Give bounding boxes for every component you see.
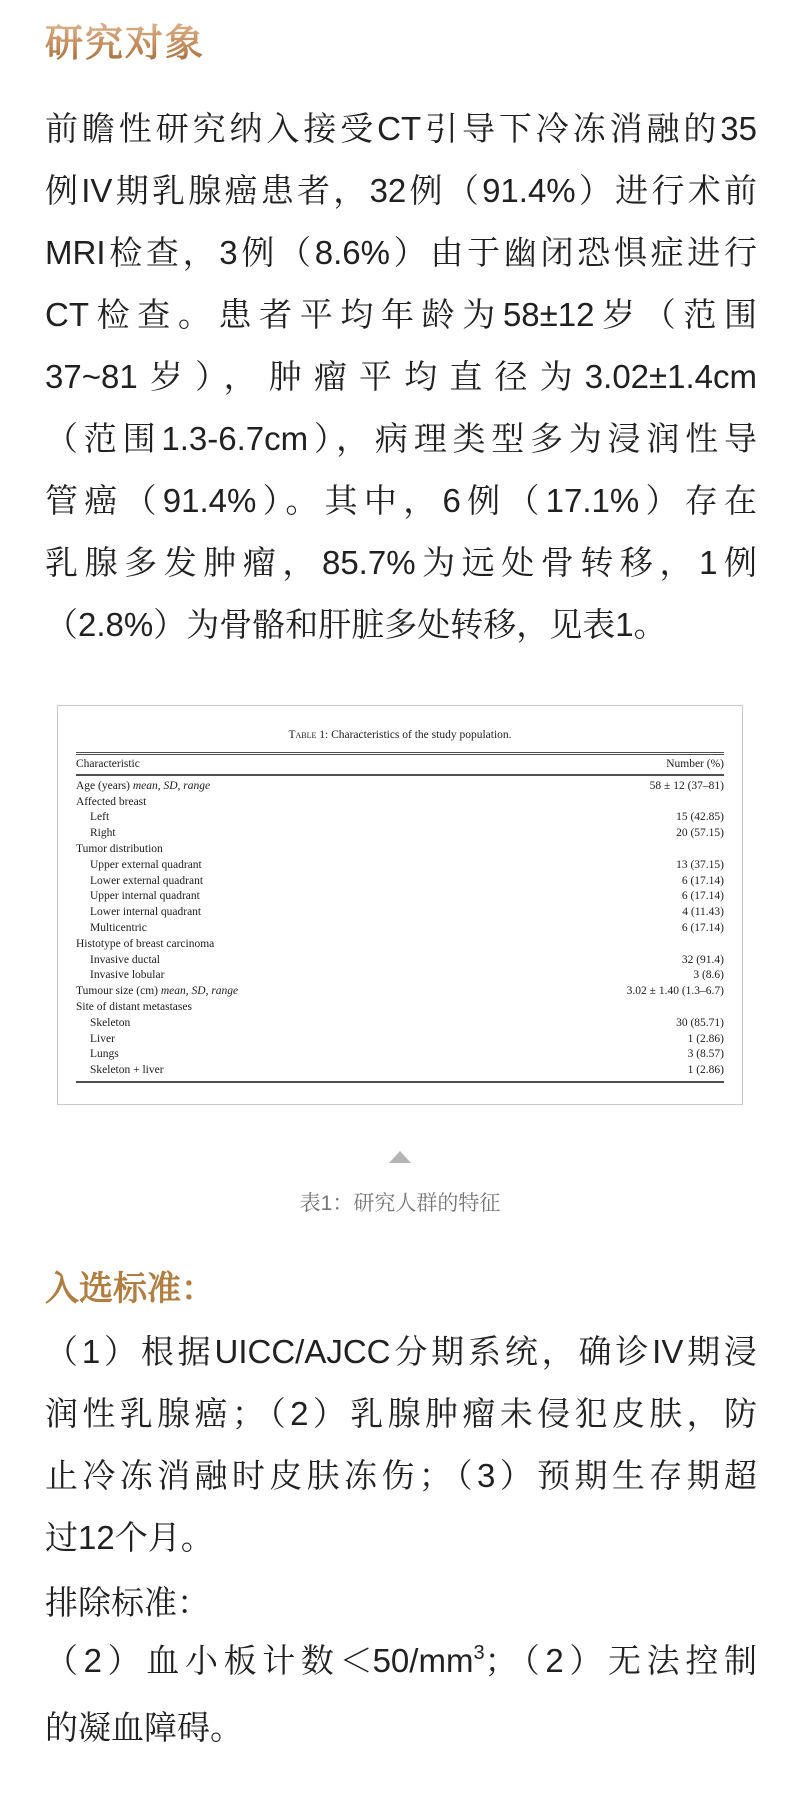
table-row: Upper external quadrant 13 (37.15) xyxy=(90,858,724,871)
text-line: 前瞻性研究纳入接受CT引导下冷冻消融的35 xyxy=(45,110,757,147)
table-row: Right 20 (57.15) xyxy=(90,827,724,840)
table-row: Invasive lobular 3 (8.6) xyxy=(90,969,724,982)
exclusion-paragraph xyxy=(45,1630,757,1759)
section-title-study-subjects: 研究对象 xyxy=(45,20,755,66)
table-row: Invasive ductal 32 (91.4) xyxy=(90,953,724,966)
text-line: （2.8%）为骨骼和肝脏多处转移，见表1。 xyxy=(45,606,667,643)
table-row: Site of distant metastases xyxy=(76,1001,192,1014)
table-title xyxy=(76,728,724,743)
text-line: 37~81岁），肿瘤平均直径为3.02±1.4cm xyxy=(45,358,757,395)
text-line: 润性乳腺癌；（2）乳腺肿瘤未侵犯皮肤，防 xyxy=(45,1395,757,1432)
text-line: MRI检查，3例（8.6%）由于幽闭恐惧症进行 xyxy=(45,234,757,271)
text-line: 止冷冻消融时皮肤冻伤；（3）预期生存期超 xyxy=(45,1457,757,1494)
text-line: （范围1.3-6.7cm），病理类型多为浸润性导 xyxy=(45,420,757,457)
table-header-characteristic: Characteristic xyxy=(76,758,140,770)
text-line: 过12个月。 xyxy=(45,1519,214,1556)
table-row: Upper internal quadrant 6 (17.14) xyxy=(90,890,724,903)
table-row: Skeleton + liver 1 (2.86) xyxy=(90,1064,724,1077)
table-row: Liver 1 (2.86) xyxy=(90,1032,724,1045)
text-line: 管癌（91.4%）。其中，6例（17.1%）存在 xyxy=(45,482,757,519)
triangle-up-icon[interactable] xyxy=(389,1151,411,1163)
text-line: 例IV期乳腺癌患者，32例（91.4%）进行术前 xyxy=(45,172,757,209)
table-row: Lower external quadrant 6 (17.14) xyxy=(90,874,724,887)
superscript-3: 3 xyxy=(473,1642,485,1664)
table-row: Tumour size (cm) mean, SD, range 3.02 ± 1.40 (1.3–6.7) xyxy=(76,985,724,998)
text-segment: （2）血小板计数＜50/mm xyxy=(45,1642,474,1679)
table-row: Histotype of breast carcinoma xyxy=(76,937,215,950)
table-body xyxy=(76,776,724,1083)
inclusion-paragraph xyxy=(45,1321,757,1569)
table-header-row xyxy=(76,752,724,776)
table-row: Multicentric 6 (17.14) xyxy=(90,922,724,935)
figure-caption: 表1：研究人群的特征 xyxy=(299,1192,501,1215)
table-row: Age (years) mean, SD, range 58 ± 12 (37–81) xyxy=(76,779,724,792)
table-title-text: Characteristics of the study population. xyxy=(328,729,512,741)
table-title-prefix: Table 1: xyxy=(288,729,329,741)
table-header-number: Number (%) xyxy=(666,758,724,770)
study-paragraph xyxy=(45,98,757,656)
table-row: Tumor distribution xyxy=(76,843,163,856)
text-segment: ；（2）无法控制 xyxy=(484,1642,757,1679)
table-row: Lower internal quadrant 4 (11.43) xyxy=(90,906,724,919)
text-line: 排除标准： xyxy=(45,1584,210,1621)
table-row: Left 15 (42.85) xyxy=(90,811,724,824)
table-row: Skeleton 30 (85.71) xyxy=(90,1016,724,1029)
text-line: CT检查。患者平均年龄为58±12岁（范围 xyxy=(45,296,757,333)
text-line: （1）根据UICC/AJCC分期系统，确诊IV期浸 xyxy=(45,1333,757,1370)
text-line xyxy=(45,1630,757,1697)
text-line: 乳腺多发肿瘤，85.7%为远处骨转移，1例 xyxy=(45,544,757,581)
text-line: 的凝血障碍。 xyxy=(45,1709,243,1746)
exclusion-label xyxy=(45,1572,757,1634)
table-row: Affected breast xyxy=(76,795,147,808)
section-title-inclusion-criteria: 入选标准： xyxy=(45,1270,215,1308)
table-figure-image[interactable] xyxy=(57,705,743,1105)
table-row: Lungs 3 (8.57) xyxy=(90,1048,724,1061)
